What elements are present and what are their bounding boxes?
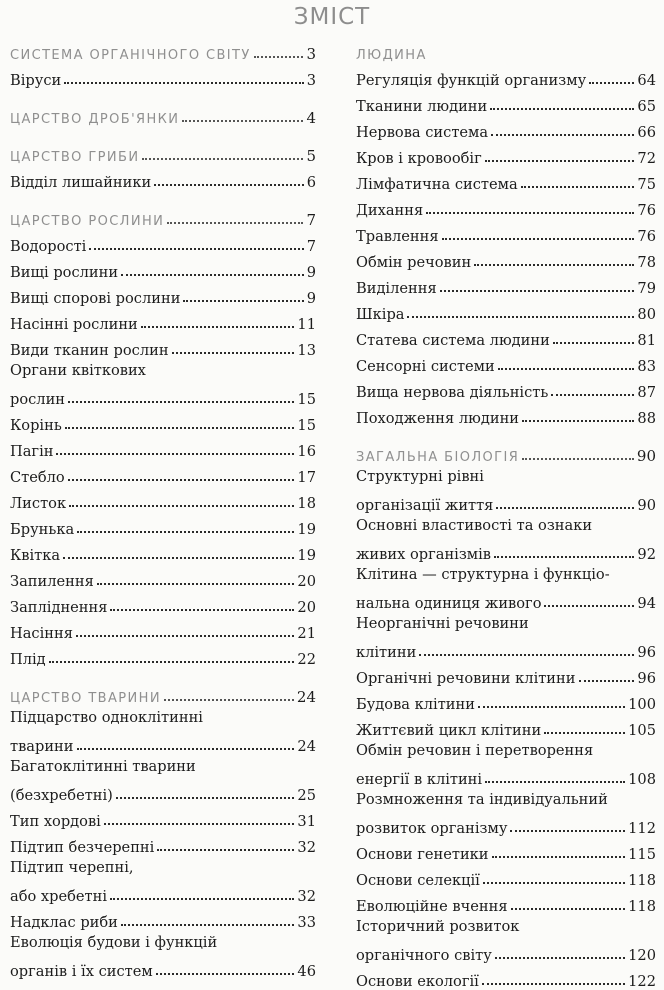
page-number: 6	[306, 174, 316, 191]
page-number: 31	[297, 813, 316, 830]
entry-title-line2: розвиток організму	[356, 820, 508, 837]
page-number: 20	[297, 599, 316, 616]
dot-leader	[579, 680, 635, 682]
entry-title: Корінь	[10, 417, 62, 434]
page-number: 90	[636, 447, 656, 465]
entry-title-line2: органічного світу	[356, 947, 492, 964]
page-number: 32	[297, 888, 316, 905]
entry-title: Травлення	[356, 228, 439, 245]
toc-entry[interactable]	[10, 434, 316, 460]
toc-entry[interactable]	[356, 788, 656, 837]
dot-leader	[76, 635, 294, 637]
dot-leader	[104, 823, 295, 825]
page-number: 22	[297, 651, 316, 668]
entry-title-line2: живих організмів	[356, 546, 492, 563]
entry-title-line1: Неорганічні речовини	[356, 615, 529, 632]
page-number: 9	[306, 290, 316, 307]
page-number: 15	[297, 417, 316, 434]
toc-entry[interactable]	[356, 219, 656, 245]
toc-entry[interactable]	[356, 349, 656, 375]
section-title: ЦАРСТВО РОСЛИНИ	[10, 214, 165, 229]
entry-title-line2: організації життя	[356, 497, 494, 514]
page-number: 100	[628, 696, 656, 713]
entry-title: Виділення	[356, 280, 437, 297]
toc-entry[interactable]	[10, 830, 316, 856]
entry-title: Запилення	[10, 573, 94, 590]
page-number: 108	[628, 771, 656, 788]
page-number: 21	[297, 625, 316, 642]
entry-title-line1: Структурні рівні	[356, 468, 484, 485]
entry-title-line2: (безхребетні)	[10, 787, 113, 804]
page-number: 64	[637, 72, 656, 89]
entry-title: Регуляція функцій организму	[356, 72, 587, 89]
toc-entry[interactable]	[356, 915, 656, 964]
dot-leader	[156, 973, 295, 975]
entry-title: Обмін речовин	[356, 254, 472, 271]
toc-entry[interactable]	[10, 229, 316, 255]
dot-leader	[164, 699, 294, 701]
entry-title-line2-row	[10, 778, 316, 804]
dot-leader	[544, 605, 634, 607]
entry-title: Надклас риби	[10, 914, 118, 931]
dot-leader	[68, 401, 294, 403]
dot-leader	[167, 222, 303, 224]
page-number: 13	[297, 342, 316, 359]
entry-title: Будова клітини	[356, 696, 475, 713]
toc-entry[interactable]	[10, 706, 316, 755]
dot-leader	[490, 108, 634, 110]
entry-title: Нервова система	[356, 124, 489, 141]
page-number: 19	[297, 521, 316, 538]
page-number: 3	[306, 45, 316, 63]
toc-entry[interactable]	[356, 323, 656, 349]
page-number: 3	[306, 72, 316, 89]
page-number: 24	[297, 738, 316, 755]
dot-leader	[254, 56, 304, 58]
page-number: 9	[306, 264, 316, 281]
toc-entry[interactable]	[356, 889, 656, 915]
entry-title: Тканини людини	[356, 98, 488, 115]
page-number: 79	[637, 280, 656, 297]
entry-title: Лімфатична система	[356, 176, 518, 193]
entry-title-line1: Органи квіткових	[10, 362, 146, 379]
entry-title: Запліднення	[10, 599, 108, 616]
dot-leader	[183, 300, 303, 302]
page-number: 75	[637, 176, 656, 193]
page-number: 17	[297, 469, 316, 486]
page-number: 96	[637, 670, 656, 687]
dot-leader	[49, 661, 295, 663]
page-number: 96	[637, 644, 656, 661]
dot-leader	[522, 420, 634, 422]
entry-title-line2: нальна одиниця живого	[356, 595, 542, 612]
entry-title: Насінні рослини	[10, 316, 138, 333]
toc-entry[interactable]	[10, 616, 316, 642]
page-number: 72	[637, 150, 656, 167]
dot-leader	[498, 368, 635, 370]
toc-entry[interactable]	[356, 375, 656, 401]
entry-title-line2: або хребетні	[10, 888, 108, 905]
dot-leader	[495, 957, 625, 959]
section-title: СИСТЕМА ОРГАНІЧНОГО СВІТУ	[10, 48, 251, 63]
dot-leader	[491, 134, 634, 136]
page-number: 11	[297, 316, 316, 333]
dot-leader	[442, 238, 635, 240]
dot-leader	[474, 264, 634, 266]
page-number: 32	[297, 839, 316, 856]
toc-entry[interactable]	[10, 856, 316, 905]
entry-title-line1: Основні властивості та ознаки	[356, 517, 593, 534]
toc-entry[interactable]	[10, 255, 316, 281]
page-number: 19	[297, 547, 316, 564]
page-number: 65	[637, 98, 656, 115]
dot-leader	[440, 290, 635, 292]
page-number: 88	[637, 410, 656, 427]
page-number: 92	[637, 546, 656, 563]
dot-leader	[496, 507, 634, 509]
entry-title-line2-row	[10, 879, 316, 905]
entry-title: Статева система людини	[356, 332, 550, 349]
section-title: ЗАГАЛЬНА БІОЛОГІЯ	[356, 450, 520, 465]
page-number: 46	[297, 963, 316, 980]
page-number: 122	[628, 973, 656, 990]
toc-section-heading[interactable]	[10, 101, 316, 127]
entry-title: Тип хордові	[10, 813, 101, 830]
toc-entry[interactable]	[356, 863, 656, 889]
entry-title: Вищі рослини	[10, 264, 119, 281]
entry-title-line2-row	[356, 537, 656, 563]
entry-title-line2-row	[356, 938, 656, 964]
entry-title: Життєвий цикл клітини	[356, 722, 542, 739]
entry-title-line2-row	[356, 635, 656, 661]
toc-entry[interactable]	[356, 115, 656, 141]
entry-title-line2: тварини	[10, 738, 74, 755]
toc-column-right	[356, 37, 656, 990]
entry-title-line2-row	[10, 954, 316, 980]
entry-title: Сенсорні системи	[356, 358, 495, 375]
toc-section-heading[interactable]	[356, 37, 656, 63]
toc-entry[interactable]	[10, 486, 316, 512]
entry-title: Органічні речовини клітини	[356, 670, 576, 687]
dot-leader	[172, 352, 295, 354]
dot-leader	[154, 184, 303, 186]
toc-entry[interactable]	[356, 514, 656, 563]
toc-entry[interactable]	[10, 307, 316, 333]
page-title: ЗМІСТ	[293, 4, 371, 30]
dot-leader	[65, 427, 295, 429]
entry-title-line1: Розмноження та індивідуальний	[356, 791, 608, 808]
dot-leader	[483, 882, 625, 884]
toc-entry[interactable]	[356, 167, 656, 193]
entry-title-line2-row	[356, 488, 656, 514]
entry-title: Основи генетики	[356, 846, 489, 863]
page-number: 25	[297, 787, 316, 804]
entry-title: Відділ лишайники	[10, 174, 152, 191]
dot-leader	[110, 609, 294, 611]
entry-title-line2-row	[356, 811, 656, 837]
toc-entry[interactable]	[10, 905, 316, 931]
toc-entry[interactable]	[356, 63, 656, 89]
entry-title-line2: клітини	[356, 644, 417, 661]
dot-leader	[97, 583, 295, 585]
section-title: ЦАРСТВО ТВАРИНИ	[10, 691, 161, 706]
entry-title: Стебло	[10, 469, 65, 486]
dot-leader	[68, 479, 295, 481]
entry-title-line1: Підтип черепні,	[10, 859, 134, 876]
entry-title: Еволюційне вчення	[356, 898, 508, 915]
entry-title: Пагін	[10, 443, 54, 460]
page-number: 120	[628, 947, 656, 964]
toc-entry[interactable]	[356, 563, 656, 612]
dot-leader	[492, 856, 626, 858]
dot-leader	[56, 453, 294, 455]
toc-entry[interactable]	[10, 804, 316, 830]
page-number: 87	[637, 384, 656, 401]
toc-section-heading[interactable]	[10, 37, 316, 63]
dot-leader	[121, 274, 304, 276]
dot-leader	[485, 781, 625, 783]
page-number: 33	[297, 914, 316, 931]
page-number: 5	[306, 147, 316, 165]
toc-entry[interactable]	[10, 281, 316, 307]
dot-leader	[110, 898, 294, 900]
page-number: 16	[297, 443, 316, 460]
page-number: 76	[637, 228, 656, 245]
dot-leader	[77, 531, 294, 533]
toc-entry[interactable]	[10, 538, 316, 564]
dot-leader	[510, 830, 625, 832]
toc-section-heading[interactable]	[356, 439, 656, 465]
toc-entry[interactable]	[356, 297, 656, 323]
toc-entry[interactable]	[10, 165, 316, 191]
dot-leader	[589, 82, 634, 84]
entry-title: Плід	[10, 651, 46, 668]
page-number: 20	[297, 573, 316, 590]
toc-entry[interactable]	[356, 193, 656, 219]
entry-title: Насіння	[10, 625, 73, 642]
page-number: 15	[297, 391, 316, 408]
page-number: 4	[306, 109, 316, 127]
page-number: 81	[637, 332, 656, 349]
toc-entry[interactable]	[356, 465, 656, 514]
page-number: 118	[628, 898, 656, 915]
entry-title: Підтип безчерепні	[10, 839, 155, 856]
section-title: ЛЮДИНА	[356, 48, 427, 63]
entry-title: Види тканин рослин	[10, 342, 169, 359]
dot-leader	[551, 394, 634, 396]
toc-section-heading[interactable]	[10, 139, 316, 165]
page-number: 94	[637, 595, 656, 612]
dot-leader	[426, 212, 634, 214]
dot-leader	[544, 732, 625, 734]
dot-leader	[116, 797, 295, 799]
entry-title-line2-row	[10, 729, 316, 755]
dot-leader	[553, 342, 635, 344]
entry-title: Листок	[10, 495, 67, 512]
toc-entry[interactable]	[356, 739, 656, 788]
entry-title: Вища нервова діяльність	[356, 384, 549, 401]
toc-entry[interactable]	[10, 755, 316, 804]
entry-title-line1: Еволюція будови і функцій	[10, 934, 218, 951]
dot-leader	[121, 924, 295, 926]
toc-section-heading[interactable]	[10, 680, 316, 706]
page-number: 76	[637, 202, 656, 219]
entry-title: Походження людини	[356, 410, 520, 427]
dot-leader	[419, 654, 634, 656]
toc-entry[interactable]	[356, 401, 656, 427]
toc-entry[interactable]	[10, 460, 316, 486]
toc-entry[interactable]	[356, 661, 656, 687]
toc-entry[interactable]	[10, 931, 316, 980]
dot-leader	[157, 849, 294, 851]
entry-title-line1: Історичний розвиток	[356, 918, 520, 935]
page-number: 118	[628, 872, 656, 889]
entry-title: Брунька	[10, 521, 75, 538]
entry-title: Квітка	[10, 547, 61, 564]
dot-leader	[89, 248, 303, 250]
page-number: 80	[637, 306, 656, 323]
toc-entry[interactable]	[10, 642, 316, 668]
entry-title: Дихання	[356, 202, 424, 219]
page-number: 112	[628, 820, 656, 837]
toc-entry[interactable]	[356, 612, 656, 661]
dot-leader	[522, 458, 634, 460]
section-title: ЦАРСТВО ГРИБИ	[10, 150, 140, 165]
toc-entry[interactable]	[10, 512, 316, 538]
entry-title-line2-row	[10, 382, 316, 408]
dot-leader	[521, 186, 635, 188]
entry-title: Основи селекції	[356, 872, 480, 889]
page-number: 90	[637, 497, 656, 514]
entry-title: Основи екології	[356, 973, 479, 990]
toc-entry[interactable]	[356, 271, 656, 297]
entry-title-line1: Обмін речовин і перетворення	[356, 742, 594, 759]
toc-entry[interactable]	[10, 63, 316, 89]
toc-entry[interactable]	[10, 333, 316, 359]
page-number: 66	[637, 124, 656, 141]
entry-title-line2: рослин	[10, 391, 66, 408]
dot-leader	[485, 160, 635, 162]
toc-entry[interactable]	[10, 564, 316, 590]
page-number: 78	[637, 254, 656, 271]
entry-title-line2: органів і їх систем	[10, 963, 153, 980]
dot-leader	[69, 505, 294, 507]
entry-title-line2: енергії в клітині	[356, 771, 483, 788]
toc-entry[interactable]	[356, 713, 656, 739]
entry-title: Шкіра	[356, 306, 405, 323]
dot-leader	[511, 908, 626, 910]
entry-title-line1: Багатоклітинні тварини	[10, 758, 196, 775]
dot-leader	[64, 82, 303, 84]
dot-leader	[407, 316, 634, 318]
dot-leader	[482, 983, 625, 985]
entry-title-line1: Підцарство одноклітинні	[10, 709, 203, 726]
page-number: 115	[628, 846, 656, 863]
dot-leader	[478, 706, 625, 708]
dot-leader	[77, 748, 295, 750]
section-title: ЦАРСТВО ДРОБ'ЯНКИ	[10, 112, 180, 127]
toc-entry[interactable]	[356, 245, 656, 271]
page-number: 7	[306, 211, 316, 229]
dot-leader	[141, 326, 295, 328]
page-number: 83	[637, 358, 656, 375]
entry-title-line2-row	[356, 762, 656, 788]
toc-entry[interactable]	[356, 964, 656, 990]
dot-leader	[182, 120, 303, 122]
toc-entry[interactable]	[10, 359, 316, 408]
page-number: 7	[306, 238, 316, 255]
toc-entry[interactable]	[356, 687, 656, 713]
entry-title: Кров і кровообіг	[356, 150, 482, 167]
page-number: 18	[297, 495, 316, 512]
page-number: 24	[296, 688, 316, 706]
entry-title: Водорості	[10, 238, 87, 255]
dot-leader	[142, 158, 303, 160]
page-number: 105	[628, 722, 656, 739]
entry-title: Віруси	[10, 72, 62, 89]
toc-section-heading[interactable]	[10, 203, 316, 229]
entry-title-line2-row	[356, 586, 656, 612]
toc-entry[interactable]	[356, 837, 656, 863]
toc-column-left	[10, 37, 316, 980]
toc-entry[interactable]	[356, 141, 656, 167]
toc-entry[interactable]	[10, 590, 316, 616]
entry-title-line1: Клітина — структурна і функціо-	[356, 566, 610, 583]
toc-entry[interactable]	[10, 408, 316, 434]
entry-title: Вищі спорові рослини	[10, 290, 181, 307]
toc-entry[interactable]	[356, 89, 656, 115]
dot-leader	[63, 557, 294, 559]
dot-leader	[494, 556, 634, 558]
